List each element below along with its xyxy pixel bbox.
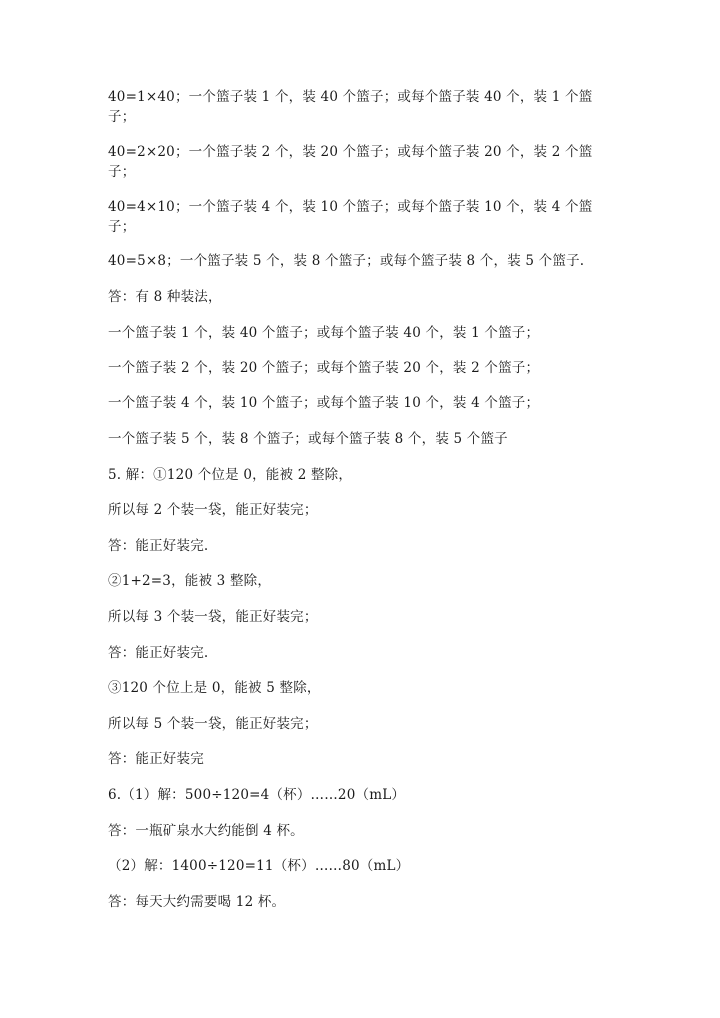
text-line: 子；: [108, 219, 136, 235]
text-line: 所以每 2 个装一袋，能正好装完；: [108, 502, 318, 518]
text-line: 答：能正好装完.: [108, 538, 209, 554]
text-line: 6.（1）解：500÷120=4（杯）……20（mL）: [108, 787, 406, 803]
text-line: 40=4×10；一个篮子装 4 个，装 10 个篮子；或每个篮子装 10 个，装 4 个篮: [108, 199, 593, 215]
text-line: 一个篮子装 1 个，装 40 个篮子；或每个篮子装 40 个，装 1 个篮子；: [108, 325, 540, 341]
text-line: 一个篮子装 5 个，装 8 个篮子；或每个篮子装 8 个，装 5 个篮子: [108, 431, 508, 447]
text-line: 所以每 3 个装一袋，能正好装完；: [108, 609, 318, 625]
text-line: 答：能正好装完: [108, 751, 204, 767]
text-line: 子；: [108, 164, 136, 180]
text-line: 5. 解：①120 个位是 0，能被 2 整除，: [108, 467, 353, 483]
text-line: 答：一瓶矿泉水大约能倒 4 杯。: [108, 823, 304, 839]
text-line: ②1+2=3，能被 3 整除，: [108, 573, 272, 589]
text-line: （2）解：1400÷120=11（杯）……80（mL）: [108, 858, 410, 874]
text-line: 答：能正好装完.: [108, 645, 209, 661]
text-line: 答：有 8 种装法，: [108, 289, 222, 305]
text-line: 答：每天大约需要喝 12 杯。: [108, 894, 286, 910]
text-line: 40=2×20；一个篮子装 2 个，装 20 个篮子；或每个篮子装 20 个，装 2 个篮: [108, 144, 593, 160]
text-line: 一个篮子装 2 个，装 20 个篮子；或每个篮子装 20 个，装 2 个篮子；: [108, 360, 540, 376]
text-line: 子；: [108, 109, 136, 125]
text-line: ③120 个位上是 0，能被 5 整除，: [108, 680, 321, 696]
text-line: 一个篮子装 4 个，装 10 个篮子；或每个篮子装 10 个，装 4 个篮子；: [108, 395, 540, 411]
text-line: 40=1×40；一个篮子装 1 个，装 40 个篮子；或每个篮子装 40 个，装 1 个篮: [108, 89, 593, 105]
text-line: 40=5×8；一个篮子装 5 个，装 8 个篮子；或每个篮子装 8 个，装 5 个篮子.: [108, 253, 585, 269]
text-line: 所以每 5 个装一袋，能正好装完；: [108, 716, 318, 732]
